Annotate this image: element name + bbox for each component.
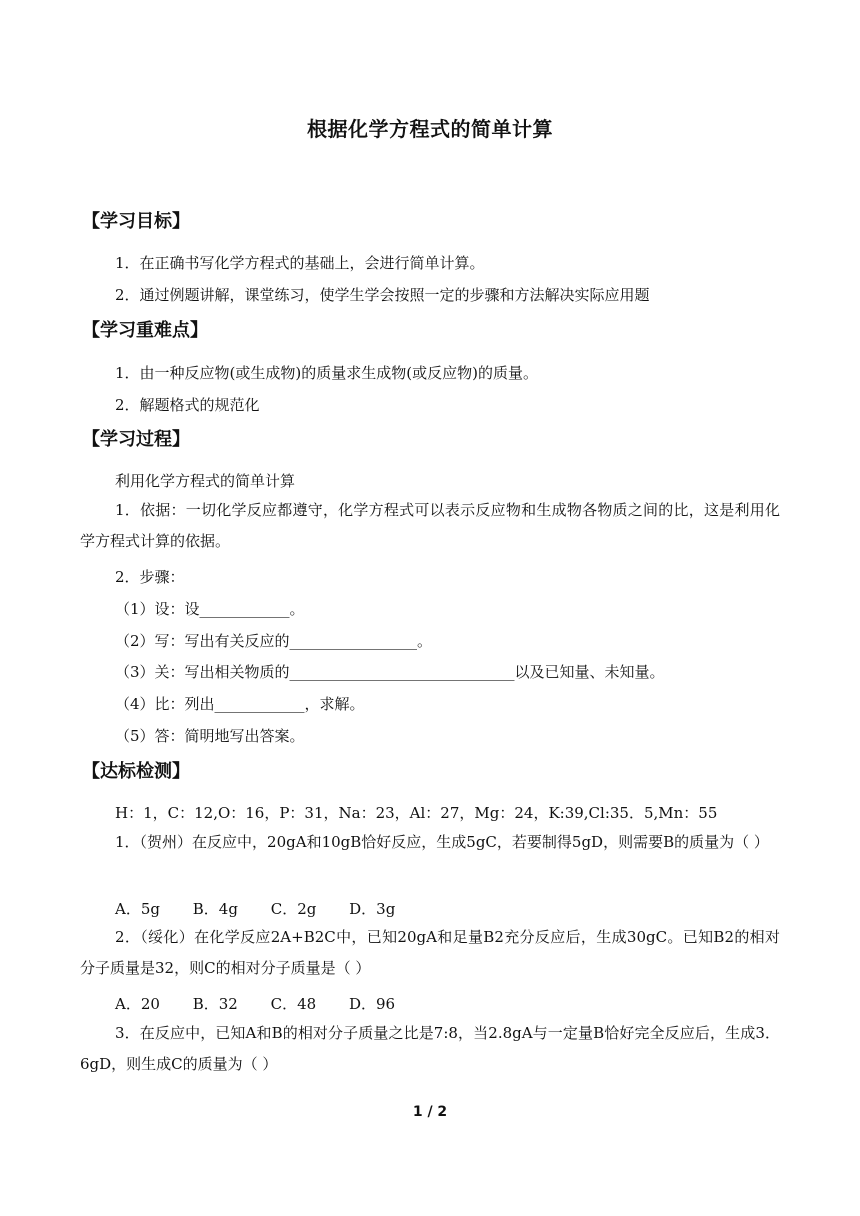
objective-item: 2．通过例题讲解，课堂练习，使学生学会按照一定的步骤和方法解决实际应用题	[115, 286, 650, 304]
option: A．20	[115, 995, 160, 1013]
option: B．4g	[192, 900, 238, 918]
option: B．32	[192, 995, 238, 1013]
option: D．3g	[349, 900, 396, 918]
process-intro: 利用化学方程式的简单计算	[115, 472, 296, 490]
step-item: （5）答：简明地写出答案。	[115, 727, 305, 745]
objective-item: 1．在正确书写化学方程式的基础上，会进行简单计算。	[115, 254, 485, 272]
page-title: 根据化学方程式的简单计算	[307, 117, 553, 141]
key-point-item: 2．解题格式的规范化	[115, 396, 260, 414]
option: C．2g	[270, 900, 317, 918]
steps-label: 2．步骤：	[115, 568, 185, 586]
question-1-options	[115, 898, 423, 919]
step-item: （4）比：列出____________，求解。	[115, 695, 365, 713]
heading-key-points: 【学习重难点】	[82, 320, 208, 341]
key-point-item: 1．由一种反应物(或生成物)的质量求生成物(或反应物)的质量。	[115, 364, 538, 382]
step-item: （2）写：写出有关反应的_________________。	[115, 632, 433, 650]
page-number: 1 / 2	[412, 1104, 448, 1120]
atomic-masses: H：1，C：12,O：16，P：31，Na：23，Al：27，Mg：24，K:39,Cl:35．5,Mn：55	[115, 804, 718, 822]
heading-test: 【达标检测】	[82, 761, 190, 782]
question-3: 3．在反应中，已知A和B的相对分子质量之比是7:8，当2.8gA与一定量B恰好完全反应后，生成3．6gD，则生成C的质量为（ ）	[80, 1024, 780, 1073]
heading-objectives: 【学习目标】	[82, 211, 190, 232]
process-basis: 1．依据：一切化学反应都遵守，化学方程式可以表示反应物和生成物各物质之间的比，这是利用化学方程式计算的依据。	[80, 501, 780, 550]
option: D．96	[348, 995, 396, 1013]
question-1: 1．（贺州）在反应中，20gA和10gB恰好反应，生成5gC，若要制得5gD，则需要B的质量为（ ）	[115, 833, 769, 851]
option: C．48	[270, 995, 317, 1013]
question-2: 2．（绥化）在化学反应2A+B2C中，已知20gA和足量B2充分反应后，生成30gC。已知B2的相对分子质量是32，则C的相对分子质量是（ ）	[80, 928, 780, 977]
heading-process: 【学习过程】	[82, 429, 190, 450]
option: A．5g	[115, 900, 160, 918]
step-item: （3）关：写出相关物质的______________________________以及已知量、未知量。	[115, 663, 665, 681]
step-item: （1）设：设____________。	[115, 600, 305, 618]
question-2-options	[115, 993, 423, 1014]
